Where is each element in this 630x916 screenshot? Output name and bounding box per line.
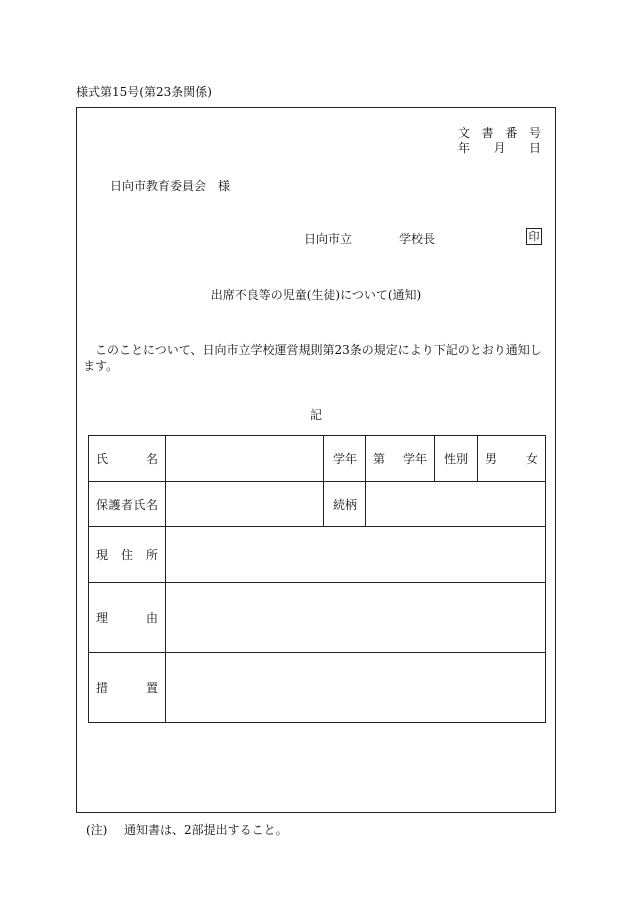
date-month-char: 月 bbox=[493, 141, 506, 155]
measure-field[interactable] bbox=[166, 653, 546, 723]
label-char: 柄 bbox=[345, 497, 358, 512]
sex-label-cell bbox=[435, 436, 478, 482]
label-char: 措 bbox=[96, 681, 109, 695]
footnote-text: 通知書は、2部提出すること。 bbox=[124, 823, 288, 837]
seal-mark: 印 bbox=[526, 228, 542, 245]
doc-number-char: 番 bbox=[505, 126, 518, 140]
label-char: 別 bbox=[456, 452, 469, 466]
label-char: 護 bbox=[108, 497, 121, 512]
name-field[interactable] bbox=[166, 436, 324, 482]
guardian-label-cell bbox=[89, 482, 166, 527]
doc-number-char: 号 bbox=[528, 126, 541, 140]
body-text: このことについて、日向市立学校運営規則第23条の規定により下記のとおり通知します。 bbox=[83, 343, 542, 373]
sex-option-female[interactable]: 女 bbox=[525, 452, 538, 466]
school-prefix: 日向市立 bbox=[304, 232, 353, 246]
label-char: 年 bbox=[345, 452, 358, 466]
document-title: 出席不良等の児童(生徒)について(通知) bbox=[210, 288, 422, 302]
footnote bbox=[86, 821, 288, 838]
label-char: 者 bbox=[120, 497, 133, 512]
measure-label bbox=[96, 679, 158, 696]
doc-number-char: 書 bbox=[481, 126, 494, 140]
grade-label bbox=[331, 450, 358, 467]
grade-label-cell bbox=[324, 436, 366, 482]
sex-field[interactable] bbox=[478, 436, 546, 482]
grade-ordinal-prefix: 第 bbox=[373, 452, 386, 466]
relation-label-cell bbox=[324, 482, 366, 527]
student-info-table bbox=[88, 435, 546, 723]
table-row bbox=[89, 583, 546, 653]
name-label-cell bbox=[89, 436, 166, 482]
label-char: 現 bbox=[96, 548, 109, 562]
doc-number-char: 文 bbox=[458, 126, 471, 140]
label-char: 氏 bbox=[96, 452, 109, 466]
date-label bbox=[458, 139, 541, 156]
reason-label bbox=[96, 609, 158, 626]
label-char: 名 bbox=[145, 497, 158, 512]
addressee: 日向市教育委員会 様 bbox=[110, 179, 231, 193]
table-row bbox=[89, 653, 546, 723]
principal-label: 学校長 bbox=[399, 232, 436, 246]
address-label-cell bbox=[89, 527, 166, 583]
guardian-name-field[interactable] bbox=[166, 482, 324, 527]
date-day-char: 日 bbox=[528, 141, 541, 155]
sex-label bbox=[442, 450, 470, 467]
address-field[interactable] bbox=[166, 527, 546, 583]
label-char: 続 bbox=[333, 497, 346, 512]
sex-option-male[interactable]: 男 bbox=[485, 452, 498, 466]
reason-field[interactable] bbox=[166, 583, 546, 653]
name-label bbox=[96, 450, 158, 467]
label-char: 所 bbox=[145, 548, 158, 562]
relation-label bbox=[331, 496, 358, 513]
label-char: 性 bbox=[444, 452, 457, 466]
table-row bbox=[89, 436, 546, 482]
label-char: 保 bbox=[96, 497, 109, 512]
measure-label-cell bbox=[89, 653, 166, 723]
label-char: 学 bbox=[333, 452, 346, 466]
ki-heading: 記 bbox=[309, 408, 322, 422]
guardian-label bbox=[96, 496, 158, 513]
grade-value bbox=[373, 450, 427, 467]
grade-ordinal-suffix: 学年 bbox=[402, 452, 427, 466]
notice-form-frame bbox=[76, 107, 556, 813]
footnote-mark: (注) bbox=[86, 823, 108, 837]
table-row bbox=[89, 482, 546, 527]
sex-options bbox=[485, 450, 538, 467]
table-row bbox=[89, 527, 546, 583]
label-char: 名 bbox=[145, 452, 158, 466]
date-year-char: 年 bbox=[458, 141, 471, 155]
relation-field[interactable] bbox=[366, 482, 546, 527]
label-char: 置 bbox=[145, 681, 158, 695]
label-char: 理 bbox=[96, 611, 109, 625]
label-char: 氏 bbox=[133, 497, 146, 512]
form-number-label: 様式第15号(第23条関係) bbox=[76, 85, 212, 99]
address-label bbox=[96, 546, 158, 563]
label-char: 由 bbox=[145, 611, 158, 625]
grade-field[interactable] bbox=[366, 436, 435, 482]
label-char: 住 bbox=[120, 548, 133, 562]
reason-label-cell bbox=[89, 583, 166, 653]
